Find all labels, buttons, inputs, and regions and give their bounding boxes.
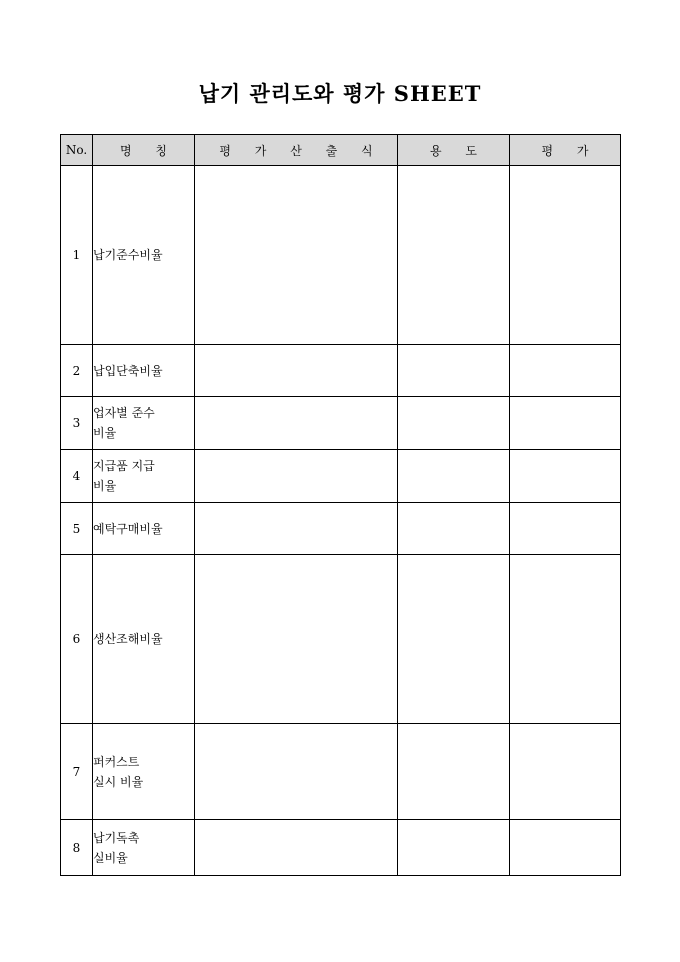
usage-cell[interactable] xyxy=(398,450,510,503)
usage-cell[interactable] xyxy=(398,820,510,876)
row-number: 5 xyxy=(61,503,93,555)
formula-cell[interactable] xyxy=(195,555,398,724)
table-row xyxy=(61,555,621,724)
evaluation-cell[interactable] xyxy=(510,503,621,555)
evaluation-cell[interactable] xyxy=(510,397,621,450)
row-name xyxy=(93,503,195,555)
row-name xyxy=(93,450,195,503)
row-name-text: 퍼커스트 실시 비율 xyxy=(93,754,144,789)
evaluation-cell[interactable] xyxy=(510,820,621,876)
page-title: 납기 관리도와 평가 SHEET xyxy=(198,81,482,106)
usage-cell[interactable] xyxy=(398,345,510,397)
row-number: 3 xyxy=(61,397,93,450)
row-name xyxy=(93,724,195,820)
usage-cell[interactable] xyxy=(398,503,510,555)
row-number: 6 xyxy=(61,555,93,724)
table-row xyxy=(61,450,621,503)
formula-cell[interactable] xyxy=(195,450,398,503)
row-name xyxy=(93,555,195,724)
evaluation-cell[interactable] xyxy=(510,450,621,503)
header-formula: 평 가 산 출 식 xyxy=(195,135,398,166)
row-number: 1 xyxy=(61,166,93,345)
usage-cell[interactable] xyxy=(398,724,510,820)
row-name-text: 납기독촉 실비율 xyxy=(93,830,140,865)
header-evaluation: 평 가 xyxy=(510,135,621,166)
table-row xyxy=(61,166,621,345)
row-name xyxy=(93,397,195,450)
evaluation-cell[interactable] xyxy=(510,724,621,820)
header-usage: 용 도 xyxy=(398,135,510,166)
row-name-text: 납입단축비율 xyxy=(93,363,163,378)
formula-cell[interactable] xyxy=(195,724,398,820)
row-number: 2 xyxy=(61,345,93,397)
row-number: 4 xyxy=(61,450,93,503)
row-name xyxy=(93,820,195,876)
formula-cell[interactable] xyxy=(195,503,398,555)
row-name xyxy=(93,345,195,397)
table-row xyxy=(61,345,621,397)
table-row xyxy=(61,724,621,820)
row-name-text: 지급품 지급 비율 xyxy=(93,459,155,493)
row-number: 7 xyxy=(61,724,93,820)
row-name-text: 생산조해비율 xyxy=(93,632,163,646)
header-name: 명 칭 xyxy=(93,135,195,166)
table-row xyxy=(61,820,621,876)
usage-cell[interactable] xyxy=(398,166,510,345)
evaluation-table xyxy=(60,134,621,876)
formula-cell[interactable] xyxy=(195,820,398,876)
row-name-text: 업자별 준수 비율 xyxy=(93,406,155,440)
row-number: 8 xyxy=(61,820,93,876)
formula-cell[interactable] xyxy=(195,166,398,345)
row-name xyxy=(93,166,195,345)
usage-cell[interactable] xyxy=(398,397,510,450)
header-no: No. xyxy=(61,135,93,166)
header-row xyxy=(61,135,621,166)
evaluation-cell[interactable] xyxy=(510,345,621,397)
evaluation-cell[interactable] xyxy=(510,555,621,724)
usage-cell[interactable] xyxy=(398,555,510,724)
formula-cell[interactable] xyxy=(195,345,398,397)
formula-cell[interactable] xyxy=(195,397,398,450)
row-name-text: 예탁구매비율 xyxy=(93,521,163,536)
table-row xyxy=(61,503,621,555)
row-name-text: 납기준수비율 xyxy=(93,248,163,262)
table-row xyxy=(61,397,621,450)
evaluation-cell[interactable] xyxy=(510,166,621,345)
